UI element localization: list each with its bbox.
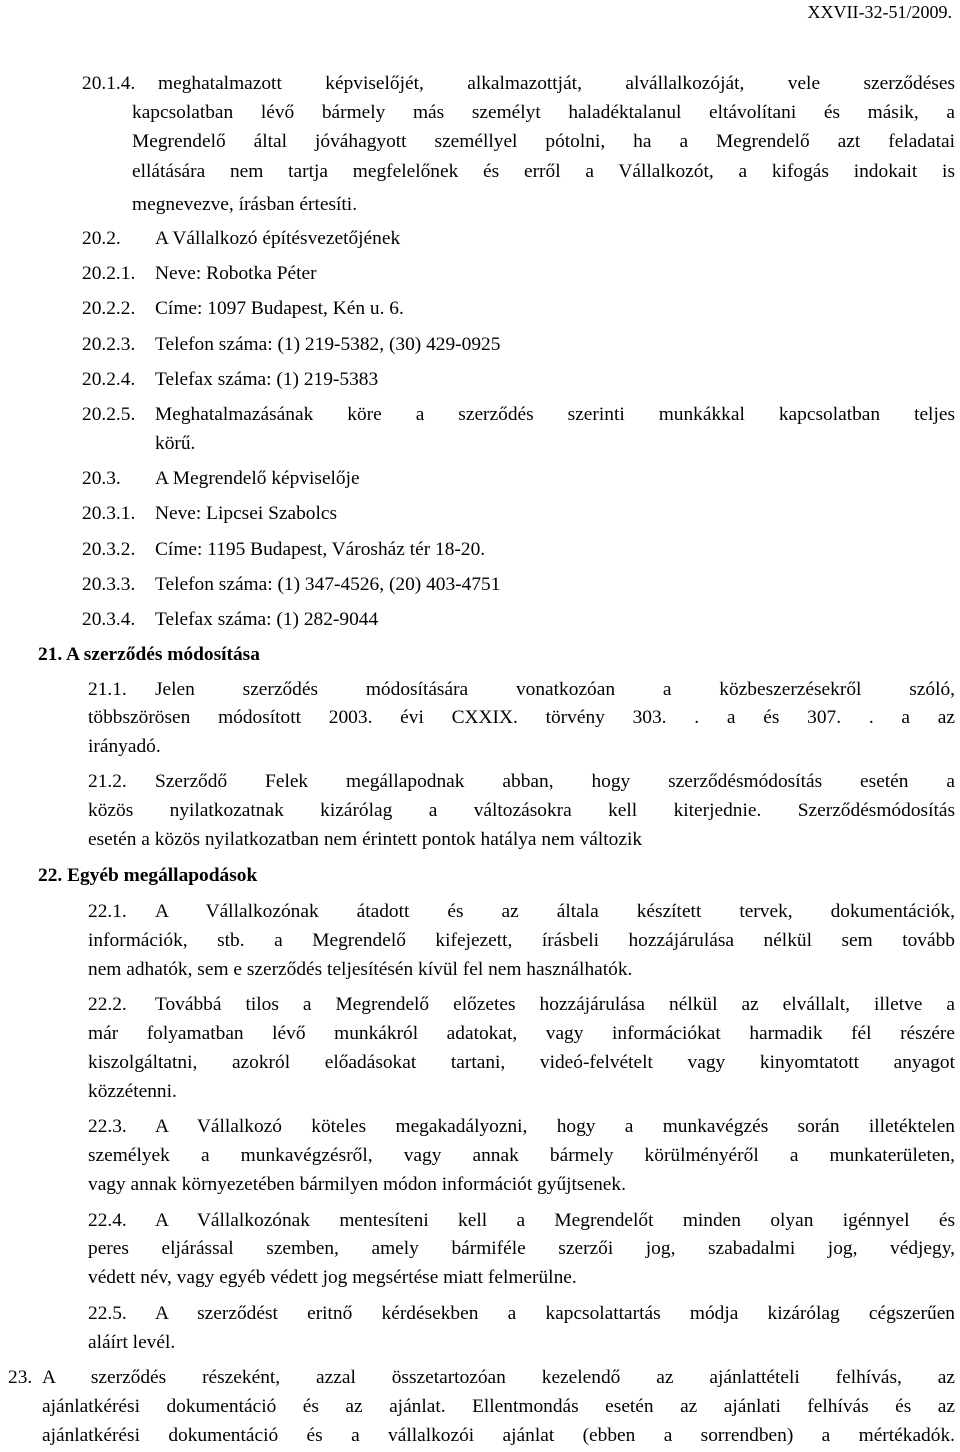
text-line: meghatalmazott képviselőjét, alkalmazottját, alvállalkozóját, vele szerződéses: [158, 73, 955, 94]
text-line: A Vállalkozónak mentesíteni kell a Megrendelőt minden olyan igénnyel és: [155, 1210, 955, 1231]
item-text: Meghatalmazásának köre a szerződés szerinti munkákkal kapcsolatban teljes: [155, 404, 955, 425]
text-line: már folyamatban lévő munkákról adatokat, vagy információkat harmadik fél részére: [88, 1023, 955, 1044]
item-text: Telefon száma: (1) 347-4526, (20) 403-4751: [155, 574, 501, 595]
text-line: személyek a munkavégzésről, vagy annak bármely körülményéről a munkaterületen,: [88, 1145, 955, 1166]
clause-number: 22.3.: [88, 1116, 127, 1137]
item-text: körű.: [155, 433, 196, 454]
clause-number: 20.1.4.: [82, 73, 136, 94]
item-text: Címe: 1195 Budapest, Városház tér 18-20.: [155, 539, 486, 560]
item-number: 20.2.4.: [82, 369, 136, 390]
clause-number: 22.5.: [88, 1303, 127, 1324]
item-text: Telefax száma: (1) 282-9044: [155, 609, 379, 630]
text-line: Szerződő Felek megállapodnak abban, hogy szerződésmódosítás esetén a: [155, 771, 955, 792]
section-title: A Megrendelő képviselője: [155, 468, 360, 489]
item-text: Telefon száma: (1) 219-5382, (30) 429-0925: [155, 334, 501, 355]
text-line: vagy annak környezetében bármilyen módon információt gyűjtsenek.: [88, 1174, 626, 1195]
item-number: 20.3.4.: [82, 609, 136, 630]
text-line: peres eljárással szemben, amely bármiféle szerzői jog, szabadalmi jog, védjegy,: [88, 1238, 955, 1259]
text-line: A szerződés részeként, azzal összetartozóan kezelendő az ajánlattételi felhívás, az: [42, 1367, 955, 1388]
item-number: 20.3.2.: [82, 539, 136, 560]
clause-number: 21.1.: [88, 679, 127, 700]
text-line: Továbbá tilos a Megrendelő előzetes hozzájárulása nélkül az elvállalt, illetve a: [155, 994, 955, 1015]
section-heading: 21. A szerződés módosítása: [38, 644, 260, 665]
text-line: aláírt levél.: [88, 1332, 176, 1353]
text-line: információk, stb. a Megrendelő kifejezett, írásbeli hozzájárulása nélkül sem tovább: [88, 930, 955, 951]
clause-number: 22.2.: [88, 994, 127, 1015]
item-number: 20.2.5.: [82, 404, 136, 425]
item-text: Telefax száma: (1) 219-5383: [155, 369, 379, 390]
text-line: A Vállalkozónak átadott és az általa készített tervek, dokumentációk,: [155, 901, 955, 922]
text-line: ajánlatkérési dokumentáció és az ajánlat. Ellentmondás esetén az ajánlati felhívás és az: [42, 1396, 955, 1417]
clause-number: 22.1.: [88, 901, 127, 922]
text-line: Jelen szerződés módosítására vonatkozóan a közbeszerzésekről szóló,: [155, 679, 955, 700]
text-line: ajánlatkérési dokumentáció és a vállalkozói ajánlat (ebben a sorrendben) a mértékadók.: [42, 1425, 955, 1446]
item-text: Neve: Robotka Péter: [155, 263, 317, 284]
clause-number: 23.: [8, 1367, 33, 1388]
text-line: kapcsolatban lévő bármely más személyt haladéktalanul eltávolítani és másik, a: [132, 102, 955, 123]
section-heading: 22. Egyéb megállapodások: [38, 865, 258, 886]
text-line: közös nyilatkozatnak kizárólag a változásokra kell kiterjednie. Szerződésmódosítás: [88, 800, 955, 821]
section-title: A Vállalkozó építésvezetőjének: [155, 228, 401, 249]
section-number: 20.3.: [82, 468, 121, 489]
item-number: 20.2.2.: [82, 298, 136, 319]
item-number: 20.3.1.: [82, 503, 136, 524]
text-line: védett név, vagy egyéb védett jog megsértése miatt felmerülne.: [88, 1267, 577, 1288]
text-line: A szerződést eritnő kérdésekben a kapcsolattartás módja kizárólag cégszerűen: [155, 1303, 955, 1324]
item-number: 20.3.3.: [82, 574, 136, 595]
item-text: Neve: Lipcsei Szabolcs: [155, 503, 337, 524]
text-line: A Vállalkozó köteles megakadályozni, hogy a munkavégzés során illetéktelen: [155, 1116, 955, 1137]
item-number: 20.2.1.: [82, 263, 136, 284]
text-line: esetén a közös nyilatkozatban nem érintett pontok hatálya nem változik: [88, 829, 643, 850]
text-line: irányadó.: [88, 736, 161, 757]
clause-number: 21.2.: [88, 771, 127, 792]
item-number: 20.2.3.: [82, 334, 136, 355]
text-line: kiszolgáltatni, azokról előadásokat tartani, videó-felvételt vagy kinyomtatott anyagot: [88, 1052, 955, 1073]
text-line: Megrendelő által jóváhagyott személlyel pótolni, ha a Megrendelő azt feladatai: [132, 131, 955, 152]
text-line: ellátására nem tartja megfelelőnek és erről a Vállalkozót, a kifogás indokait is: [132, 161, 955, 182]
text-line: megnevezve, írásban értesíti.: [132, 194, 358, 215]
document-reference-number: XXVII-32-51/2009.: [807, 2, 952, 22]
text-line: nem adhatók, sem e szerződés teljesítésén kívül fel nem használhatók.: [88, 959, 633, 980]
section-number: 20.2.: [82, 228, 121, 249]
text-line: közzétenni.: [88, 1081, 177, 1102]
clause-number: 22.4.: [88, 1210, 127, 1231]
text-line: többszörösen módosított 2003. évi CXXIX. törvény 303. . a és 307. . a az: [88, 707, 955, 728]
item-text: Címe: 1097 Budapest, Kén u. 6.: [155, 298, 404, 319]
